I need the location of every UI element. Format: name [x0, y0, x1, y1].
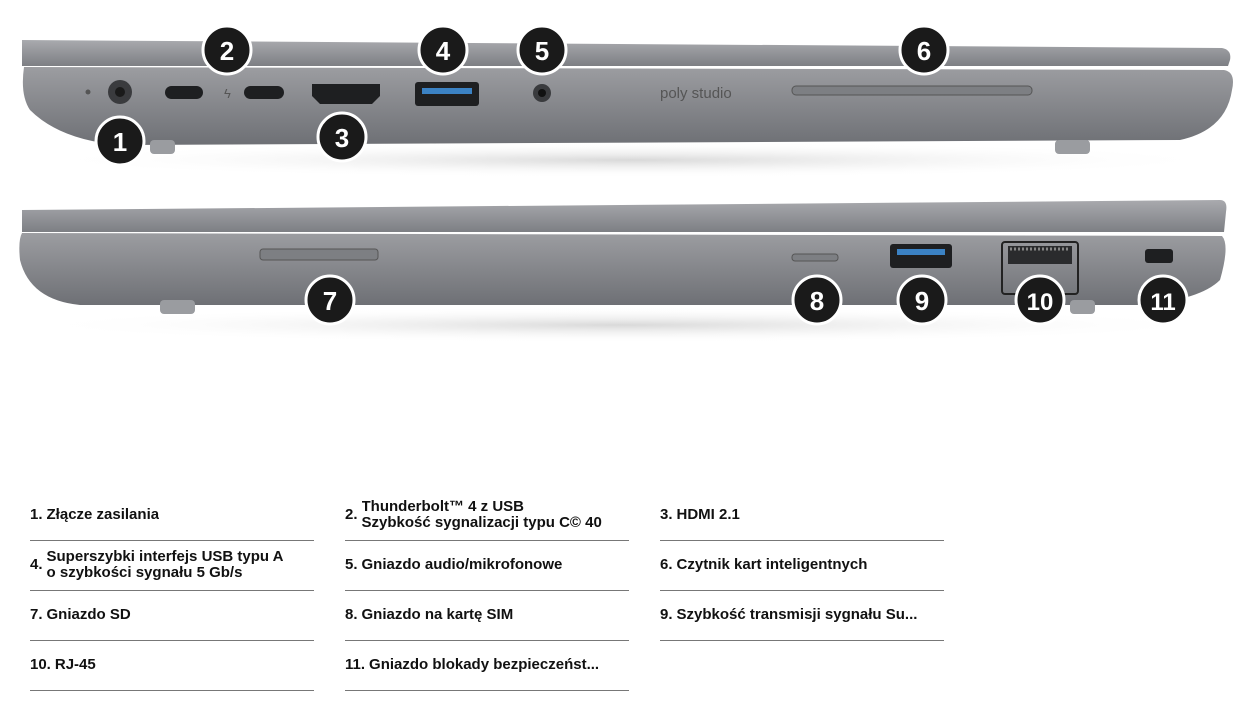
spec-number: 9. [660, 606, 673, 623]
spec-number: 2. [345, 506, 358, 523]
spec-item [660, 540, 944, 591]
spec-label: Thunderbolt™ 4 z USB [361, 499, 525, 515]
sd-slot [260, 249, 378, 260]
svg-text:9: 9 [914, 286, 930, 316]
svg-text:6: 6 [916, 36, 932, 66]
svg-text:11: 11 [1150, 289, 1176, 316]
callout-8 [793, 276, 841, 324]
svg-text:1: 1 [112, 127, 128, 157]
callout-5 [518, 26, 566, 74]
callout-7 [306, 276, 354, 324]
spec-number: 3. [660, 506, 673, 523]
spec-number: 8. [345, 606, 358, 623]
spec-number: 5. [345, 556, 358, 573]
smart-card-slot [792, 86, 1032, 95]
power-led [86, 90, 91, 95]
spec-item [345, 590, 629, 641]
spec-number: 1. [30, 506, 43, 523]
callout-2 [203, 26, 251, 74]
spec-label: Szybkość sygnalizacji typu C© 40 [361, 515, 602, 531]
spec-label: Gniazdo SD [46, 607, 131, 623]
spec-item [30, 590, 314, 641]
spec-number: 11. [345, 656, 366, 673]
spec-label: Superszybki interfejs USB typu A [46, 549, 284, 565]
callout-11 [1139, 276, 1187, 324]
spec-label: Czytnik kart inteligentnych [676, 557, 868, 573]
spec-item [345, 640, 629, 691]
callout-1 [96, 117, 144, 165]
svg-text:3: 3 [334, 123, 350, 153]
spec-label: Gniazdo audio/mikrofonowe [361, 557, 563, 573]
svg-text:4: 4 [435, 36, 451, 66]
spec-item [30, 490, 314, 541]
spec-number: 4. [30, 556, 43, 573]
callout-10 [1016, 276, 1064, 324]
callout-6 [900, 26, 948, 74]
spec-label: RJ-45 [54, 657, 96, 673]
sim-slot [792, 254, 838, 261]
thunderbolt-icon: ϟ [224, 86, 231, 101]
callout-9 [898, 276, 946, 324]
usb-a-port-right [890, 244, 952, 268]
svg-text:10: 10 [1026, 289, 1054, 316]
spec-number: 7. [30, 606, 43, 623]
svg-text:7: 7 [322, 286, 338, 316]
svg-text:5: 5 [534, 36, 550, 66]
spec-item [660, 590, 944, 641]
spec-item [30, 640, 314, 691]
svg-text:2: 2 [219, 36, 235, 66]
spec-item [30, 540, 314, 591]
laptop-left-side [22, 40, 1233, 178]
spec-item [345, 490, 629, 541]
usb-c-port [165, 86, 203, 99]
spec-label: Złącze zasilania [46, 507, 160, 523]
spec-number: 6. [660, 556, 673, 573]
spec-item [345, 540, 629, 591]
callout-3 [318, 113, 366, 161]
spec-label: Gniazdo na kartę SIM [361, 607, 514, 623]
spec-label: HDMI 2.1 [676, 507, 740, 523]
lock-slot [1145, 249, 1173, 263]
brand-logo: poly studio [660, 85, 732, 102]
callout-4 [419, 26, 467, 74]
spec-item [660, 490, 944, 541]
spec-label: Gniazdo blokady bezpieczeńst... [369, 657, 600, 673]
hdmi-port [312, 84, 380, 104]
spec-number: 10. [30, 656, 51, 673]
usb-c-port [244, 86, 284, 99]
spec-label: o szybkości sygnału 5 Gb/s [46, 565, 243, 581]
spec-label: Szybkość transmisji sygnału Su... [676, 607, 918, 623]
svg-text:8: 8 [809, 286, 825, 316]
